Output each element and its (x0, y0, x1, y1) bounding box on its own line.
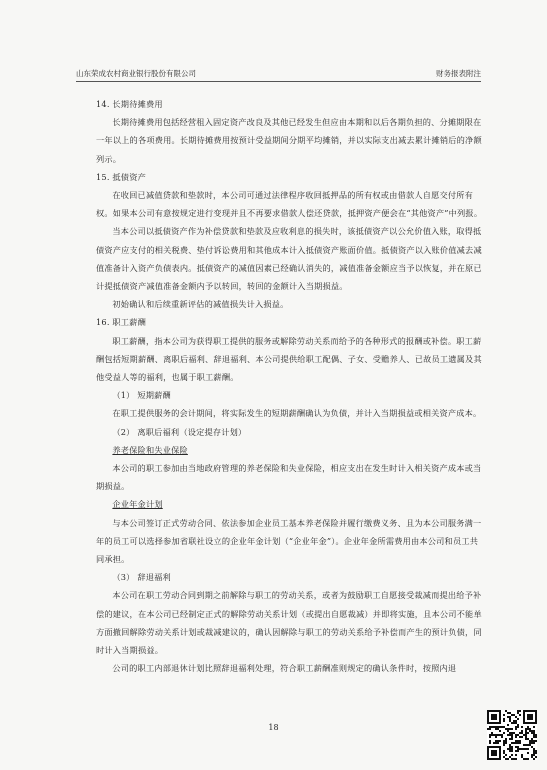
section-title: 财务报表附注 (436, 69, 481, 78)
paragraph: （3） 辞退福利 (112, 572, 171, 583)
paragraph: 企业年金计划 (112, 499, 163, 510)
paragraph: 15. 抵债资产 (96, 171, 146, 182)
paragraph: 在职工提供服务的会计期间，将实际发生的短期薪酬确认为负债，并计入当期损益或相关资产成本。 (112, 408, 482, 419)
paragraph: 公司的职工内部退休计划比照辞退福利处理，符合职工薪酬准则规定的确认条件时，按照内退 (112, 663, 457, 674)
paragraph: 在收回已减值贷款和垫款时，本公司可通过法律程序收回抵押品的所有权或由借款人自愿交付所有权。如果本公司有意按规定进行变现并且不再要求借款人偿还贷款，抵押资产便会在“其他资产”中列报。 (96, 190, 483, 219)
paragraph: 本公司的职工参加由当地政府管理的养老保险和失业保险，相应支出在发生时计入相关资产成本或当期损益。 (96, 463, 482, 492)
paragraph: 长期待摊费用包括经营租入固定资产改良及其他已经发生但应由本期和以后各期负担的、分摊期限在一年以上的各项费用。长期待摊费用按预计受益期间分期平均摊销，并以实际支出减去累计摊销后的净额列示。 (96, 117, 482, 164)
paragraph: 本公司在职工劳动合同到期之前解除与职工的劳动关系，或者为鼓励职工自愿接受裁减而提出给予补偿的建议，在本公司已经制定正式的解除劳动关系计划（或提出自愿裁减）并即将实施，且本公司不能单方面撤回解除劳动关系计划或裁减建议的，确认因解除与职工的劳动关系给予补偿而产生的预计负债，同时计入当期损益。 (96, 590, 482, 656)
paragraph: 养老保险和失业保险 (112, 444, 188, 455)
paragraph: 当本公司以抵债资产作为补偿贷款和垫款及应收利息的损失时，该抵债资产以公允价值入账，取得抵债资产应支付的相关税费、垫付诉讼费用和其他成本计入抵债资产账面价值。抵债资产以入账价值减去减值准备计入资产负债表内。抵债资产的减值因素已经确认消失的，减值准备金额应当予以恢复，并在原已计提抵债资产减值准备金额内予以转回，转回的金额计入当期损益。 (96, 226, 482, 292)
paragraph: 16. 职工薪酬 (96, 317, 146, 328)
paragraph: 职工薪酬，指本公司为获得职工提供的服务或解除劳动关系而给予的各种形式的报酬或补偿。职工薪酬包括短期薪酬、离职后福利、辞退福利、本公司提供给职工配偶、子女、受赡养人、已故员工遗属及其他受益人等的福利，也属于职工薪酬。 (96, 335, 482, 383)
document-body (96, 95, 484, 678)
paragraph: 与本公司签订正式劳动合同、依法参加企业员工基本养老保险并履行缴费义务、且为本公司服务满一年的员工可以选择参加省联社设立的企业年金计划（“企业年金”）。企业年金所需费用由本公司和员工共同承担。 (96, 517, 482, 565)
company-name: 山东荣成农村商业银行股份有限公司 (76, 69, 196, 78)
paragraph: 14. 长期待摊费用 (96, 99, 163, 109)
page-number: 18 (268, 723, 279, 732)
paragraph: （2） 离职后福利（设定提存计划） (112, 426, 247, 437)
qr-code (487, 710, 537, 760)
paragraph: （1） 短期薪酬 (112, 390, 171, 401)
page-header (76, 67, 481, 82)
paragraph: 初始确认和后续重新评估的减值损失计入损益。 (112, 299, 289, 310)
